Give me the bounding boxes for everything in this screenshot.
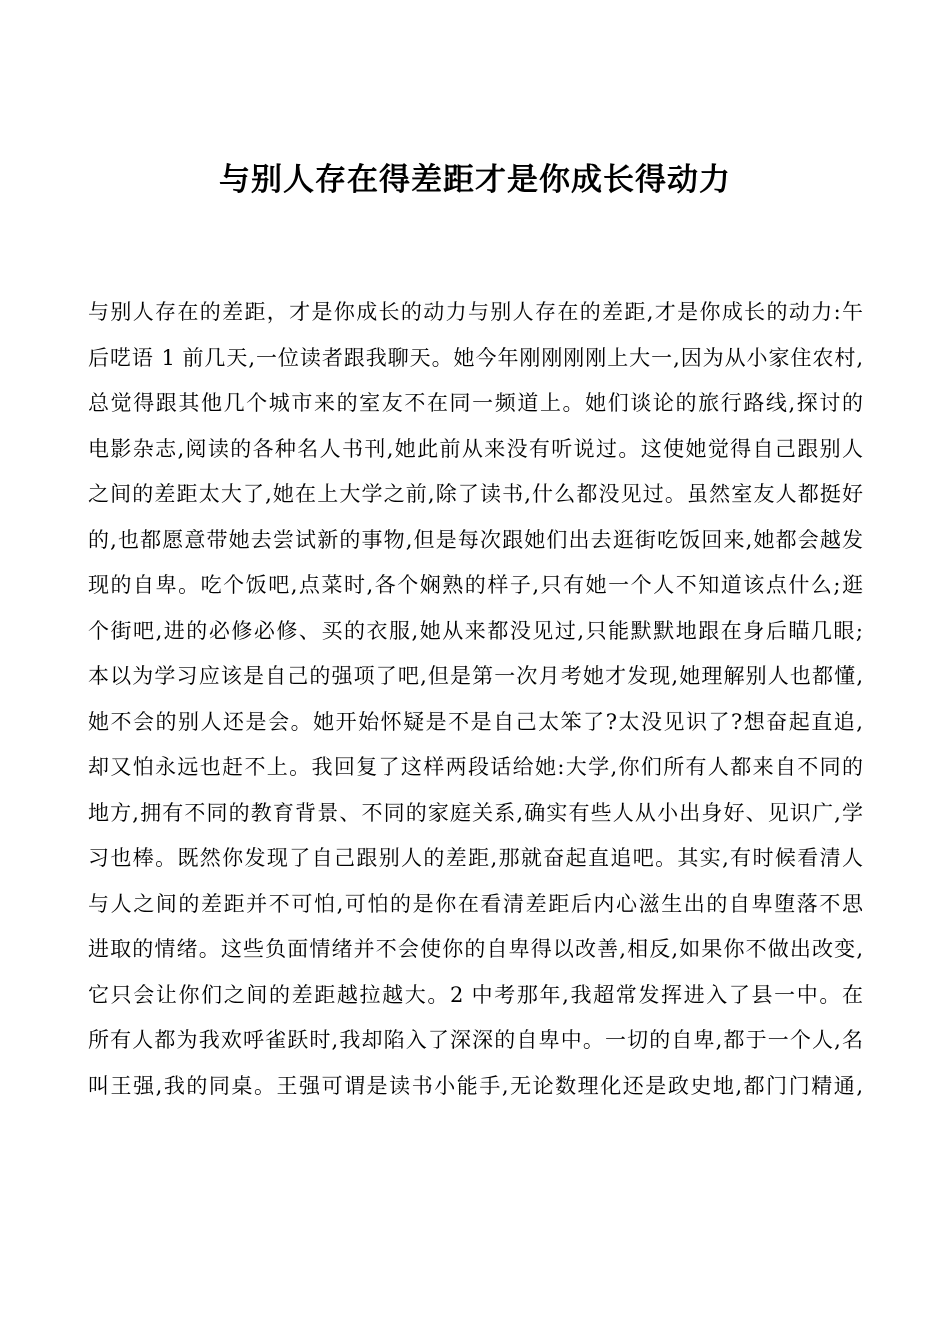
text-line: 电影杂志,阅读的各种名人书刊,她此前从来没有听说过。这使她觉得自己跟别人: [88, 436, 863, 461]
text-line: 却又怕永远也赶不上。我回复了这样两段话给她:大学,你们所有人都来自不同的: [88, 755, 863, 779]
text-line: 叫王强,我的同桌。王强可谓是读书小能手,无论数理化还是政史地,都门门精通,: [88, 1073, 863, 1098]
text-line: 与人之间的差距并不可怕,可怕的是你在看清差距后内心滋生出的自卑堕落不思: [88, 891, 863, 916]
text-line: 她不会的别人还是会。她开始怀疑是不是自己太笨了?太没见识了?想奋起直追,: [88, 709, 863, 734]
text-line: 所有人都为我欢呼雀跃时,我却陷入了深深的自卑中。一切的自卑,都于一个人,名: [88, 1028, 863, 1052]
text-line: 的,也都愿意带她去尝试新的事物,但是每次跟她们出去逛街吃饭回来,她都会越发: [88, 527, 863, 552]
document-body: [88, 290, 863, 1109]
text-line: 地方,拥有不同的教育背景、不同的家庭关系,确实有些人从小出身好、见识广,学: [88, 800, 863, 825]
text-line: 现的自卑。吃个饭吧,点菜时,各个娴熟的样子,只有她一个人不知道该点什么;逛: [88, 573, 863, 597]
text-line: 它只会让你们之间的差距越拉越大。2 中考那年,我超常发挥进入了县一中。在: [88, 982, 863, 1007]
text-line: 之间的差距太大了,她在上大学之前,除了读书,什么都没见过。虽然室友人都挺好: [88, 482, 863, 506]
text-line: 后呓语 1 前几天,一位读者跟我聊天。她今年刚刚刚刚上大一,因为从小家住农村,: [88, 345, 863, 370]
text-line: 个街吧,进的必修必修、买的衣服,她从来都没见过,只能默默地跟在身后瞄几眼;: [88, 618, 863, 643]
text-line: 本以为学习应该是自己的强项了吧,但是第一次月考她才发现,她理解别人也都懂,: [88, 664, 863, 688]
text-line: 与别人存在的差距，才是你成长的动力与别人存在的差距,才是你成长的动力:午: [88, 300, 863, 324]
text-line: 习也棒。既然你发现了自己跟别人的差距,那就奋起直追吧。其实,有时候看清人: [88, 846, 863, 870]
text-line: 总觉得跟其他几个城市来的室友不在同一频道上。她们谈论的旅行路线,探讨的: [88, 391, 863, 415]
document-title: 与别人存在得差距才是你成长得动力: [219, 162, 731, 198]
text-line: 进取的情绪。这些负面情绪并不会使你的自卑得以改善,相反,如果你不做出改变,: [88, 937, 863, 961]
